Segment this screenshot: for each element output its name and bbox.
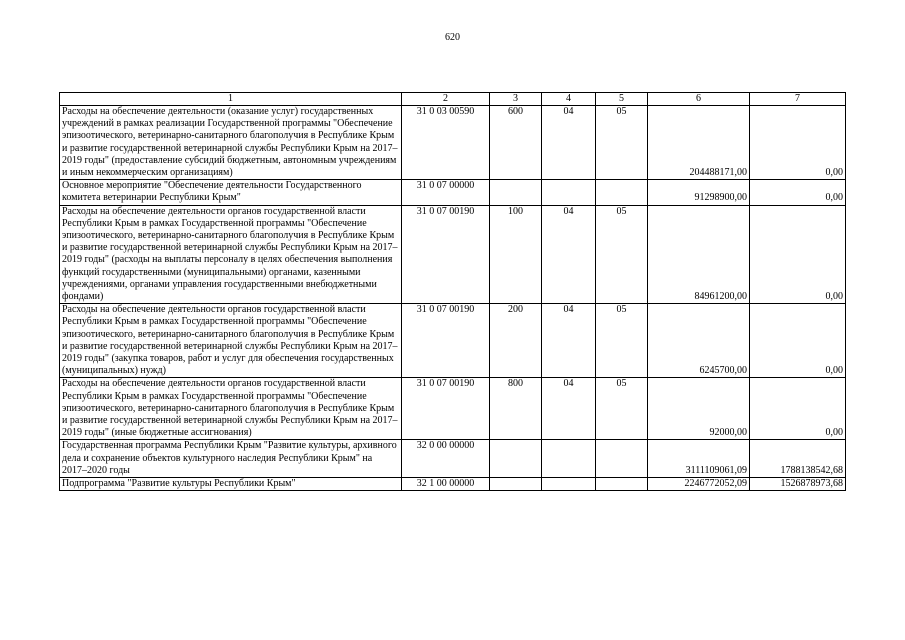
row-amount-7: 0,00 xyxy=(750,180,846,205)
row-description: Расходы на обеспечение деятельности (оказание услуг) государственных учреждений в рамках реализации Государственной программы "Обеспечение эпизоотического, ветеринарно-санитарного благополучия в Республике Крым и развитие государственной ветеринарной службы Республики Крым на 2017–2019 годы" (предоставление субсидий бюджетным, автономным учреждениям и иным некоммерческим организациям) xyxy=(60,106,402,180)
table-header-row xyxy=(60,93,846,106)
row-code: 31 0 03 00590 xyxy=(402,106,490,180)
row-col4 xyxy=(542,180,596,205)
row-col3: 100 xyxy=(490,205,542,304)
row-amount-6: 91298900,00 xyxy=(648,180,750,205)
row-amount-7: 1526878973,68 xyxy=(750,478,846,491)
table-row xyxy=(60,205,846,304)
row-code: 31 0 07 00000 xyxy=(402,180,490,205)
table-row xyxy=(60,304,846,378)
row-code: 32 0 00 00000 xyxy=(402,440,490,478)
row-col4: 04 xyxy=(542,378,596,440)
row-col5: 05 xyxy=(596,205,648,304)
table-row xyxy=(60,478,846,491)
row-description: Основное мероприятие "Обеспечение деятельности Государственного комитета ветеринарии Республики Крым" xyxy=(60,180,402,205)
row-col5: 05 xyxy=(596,106,648,180)
column-header: 4 xyxy=(542,93,596,106)
row-amount-6: 6245700,00 xyxy=(648,304,750,378)
row-description: Расходы на обеспечение деятельности органов государственной власти Республики Крым в рамках Государственной программы "Обеспечение эпизоотического, ветеринарно-санитарного благополучия в Республике Крым и развитие государственной ветеринарной службы Республики Крым на 2017–2019 годы" (закупка товаров, работ и услуг для обеспечения государственных (муниципальных) нужд) xyxy=(60,304,402,378)
row-amount-7: 0,00 xyxy=(750,378,846,440)
column-header: 2 xyxy=(402,93,490,106)
row-col3 xyxy=(490,478,542,491)
column-header: 1 xyxy=(60,93,402,106)
row-amount-7: 0,00 xyxy=(750,106,846,180)
row-description: Расходы на обеспечение деятельности органов государственной власти Республики Крым в рамках Государственной программы "Обеспечение эпизоотического, ветеринарно-санитарного благополучия в Республике Крым и развитие государственной ветеринарной службы Республики Крым на 2017–2019 годы" (расходы на выплаты персоналу в целях обеспечения выполнения функций государственными (муниципальными) органами, казенными учреждениями, органами управления государственными внебюджетными фондами) xyxy=(60,205,402,304)
column-header: 3 xyxy=(490,93,542,106)
table-row xyxy=(60,106,846,180)
row-code: 31 0 07 00190 xyxy=(402,304,490,378)
row-col5 xyxy=(596,478,648,491)
row-description: Государственная программа Республики Крым "Развитие культуры, архивного дела и сохранение объектов культурного наследия Республики Крым" на 2017–2020 годы xyxy=(60,440,402,478)
row-col4: 04 xyxy=(542,205,596,304)
column-header: 5 xyxy=(596,93,648,106)
row-amount-6: 2246772052,09 xyxy=(648,478,750,491)
page-number: 620 xyxy=(445,32,460,43)
row-code: 32 1 00 00000 xyxy=(402,478,490,491)
row-amount-7: 0,00 xyxy=(750,304,846,378)
row-col4: 04 xyxy=(542,106,596,180)
budget-table xyxy=(59,92,846,491)
row-col4 xyxy=(542,478,596,491)
row-amount-6: 204488171,00 xyxy=(648,106,750,180)
row-col5 xyxy=(596,180,648,205)
row-amount-7: 0,00 xyxy=(750,205,846,304)
row-col3 xyxy=(490,440,542,478)
row-description: Расходы на обеспечение деятельности органов государственной власти Республики Крым в рамках Государственной программы "Обеспечение эпизоотического, ветеринарно-санитарного благополучия в Республике Крым и развитие государственной ветеринарной службы Республики Крым на 2017–2019 годы" (иные бюджетные ассигнования) xyxy=(60,378,402,440)
row-code: 31 0 07 00190 xyxy=(402,205,490,304)
column-header: 7 xyxy=(750,93,846,106)
column-header: 6 xyxy=(648,93,750,106)
row-col3: 800 xyxy=(490,378,542,440)
row-col5: 05 xyxy=(596,378,648,440)
row-amount-6: 84961200,00 xyxy=(648,205,750,304)
row-code: 31 0 07 00190 xyxy=(402,378,490,440)
table-row xyxy=(60,440,846,478)
row-amount-7: 1788138542,68 xyxy=(750,440,846,478)
table-row xyxy=(60,378,846,440)
row-col5: 05 xyxy=(596,304,648,378)
row-col5 xyxy=(596,440,648,478)
row-col3: 200 xyxy=(490,304,542,378)
table-row xyxy=(60,180,846,205)
row-description: Подпрограмма "Развитие культуры Республики Крым" xyxy=(60,478,402,491)
row-amount-6: 3111109061,09 xyxy=(648,440,750,478)
row-col4 xyxy=(542,440,596,478)
row-col4: 04 xyxy=(542,304,596,378)
row-amount-6: 92000,00 xyxy=(648,378,750,440)
row-col3 xyxy=(490,180,542,205)
row-col3: 600 xyxy=(490,106,542,180)
